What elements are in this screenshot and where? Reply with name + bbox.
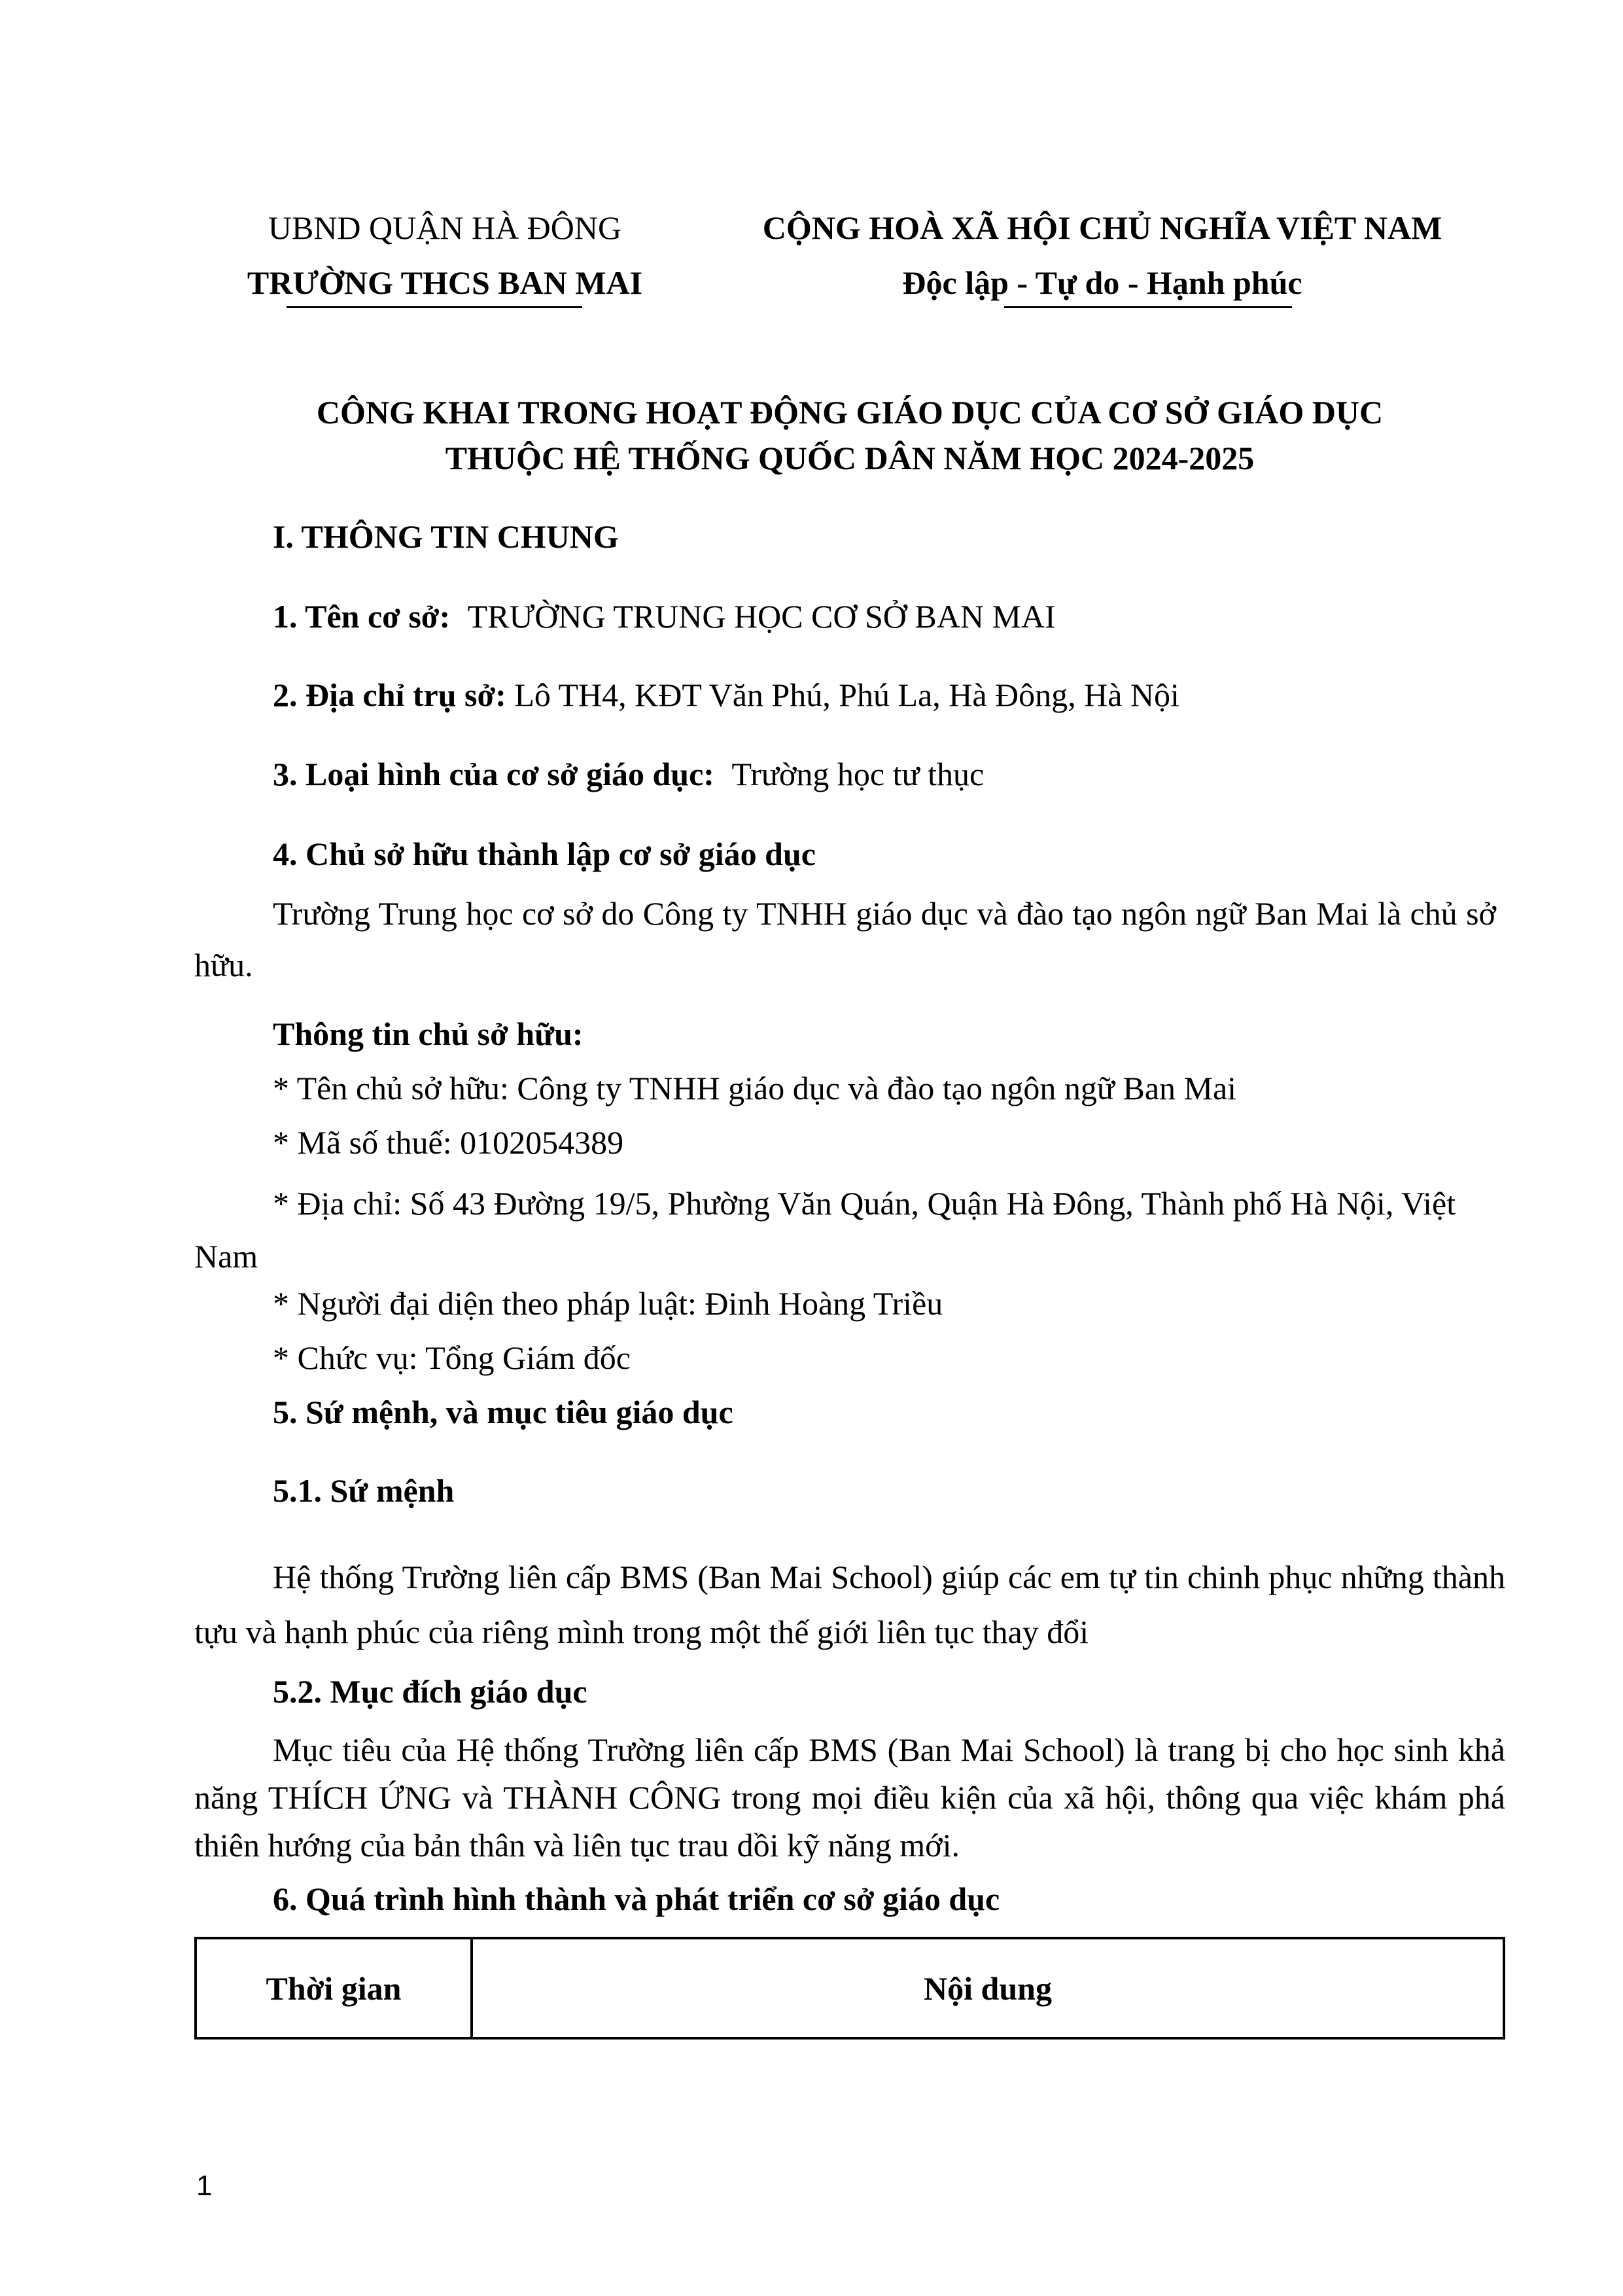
item-2-label: 2. Địa chỉ trụ sở: [273, 677, 506, 713]
column-header-content: Nội dung [472, 1938, 1504, 2038]
header-motto: Độc lập - Tự do - Hạnh phúc [902, 264, 1302, 301]
header-authority: UBND QUẬN HÀ ĐÔNG [268, 209, 622, 246]
owner-position: * Chức vụ: Tổng Giám đốc [273, 1339, 631, 1376]
item-1-facility-name [273, 597, 1056, 636]
owner-info-heading: Thông tin chủ sở hữu: [273, 1016, 584, 1052]
document-title-line1: CÔNG KHAI TRONG HOẠT ĐỘNG GIÁO DỤC CỦA CƠ SỞ GIÁO DỤC [316, 394, 1384, 431]
item-5-1-heading: 5.1. Sứ mệnh [273, 1472, 455, 1509]
item-2-address [273, 675, 1179, 715]
header-right-underline [1004, 306, 1292, 308]
history-table [194, 1937, 1505, 2040]
item-3-label: 3. Loại hình của cơ sở giáo dục: [273, 756, 714, 792]
item-5-2-text: Mục tiêu của Hệ thống Trường liên cấp BMS (Ban Mai School) là trang bị cho học sinh khả năng THÍCH ỨNG và THÀNH CÔNG trong mọi điều kiện của xã hội, thông qua việc khám phá thiên hướng của bản thân và liên tục trau dồi kỹ năng mới. [194, 1731, 1505, 1863]
section-heading: I. THÔNG TIN CHUNG [273, 518, 619, 555]
header-school-name: TRƯỜNG THCS BAN MAI [247, 264, 643, 301]
item-3-value: Trường học tư thục [731, 756, 985, 792]
item-5-heading: 5. Sứ mệnh, và mục tiêu giáo dục [273, 1394, 733, 1430]
item-3-type [273, 754, 984, 794]
owner-address: * Địa chỉ: Số 43 Đường 19/5, Phường Văn Quán, Quận Hà Đông, Thành phố Hà Nội, Việt Nam [194, 1185, 1456, 1275]
page-number: 1 [196, 2170, 213, 2202]
header-left-underline [287, 306, 582, 308]
owner-name: * Tên chủ sở hữu: Công ty TNHH giáo dục và đào tạo ngôn ngữ Ban Mai [273, 1070, 1237, 1106]
owner-tax-code: * Mã số thuế: 0102054389 [273, 1124, 624, 1161]
item-4-text: Trường Trung học cơ sở do Công ty TNHH giáo dục và đào tạo ngôn ngữ Ban Mai là chủ sở hữu. [194, 895, 1496, 983]
item-1-value: TRƯỜNG TRUNG HỌC CƠ SỞ BAN MAI [467, 598, 1056, 635]
item-5-2-heading: 5.2. Mục đích giáo dục [273, 1673, 587, 1710]
header-national-title: CỘNG HOÀ XÃ HỘI CHỦ NGHĨA VIỆT NAM [762, 209, 1442, 246]
item-4-heading: 4. Chủ sở hữu thành lập cơ sở giáo dục [273, 836, 816, 872]
column-header-time: Thời gian [196, 1938, 472, 2038]
item-1-label: 1. Tên cơ sở: [273, 598, 451, 635]
table-header-row [196, 1938, 1504, 2038]
item-5-1-text: Hệ thống Trường liên cấp BMS (Ban Mai School) giúp các em tự tin chinh phục những thành tựu và hạnh phúc của riêng mình trong một thế giới liên tục thay đổi [194, 1559, 1505, 1650]
item-6-heading: 6. Quá trình hình thành và phát triển cơ sở giáo dục [273, 1881, 1000, 1917]
item-2-value: Lô TH4, KĐT Văn Phú, Phú La, Hà Đông, Hà Nội [514, 677, 1179, 713]
owner-legal-representative: * Người đại diện theo pháp luật: Đinh Hoàng Triều [273, 1285, 943, 1322]
document-title-line2: THUỘC HỆ THỐNG QUỐC DÂN NĂM HỌC 2024-2025 [445, 440, 1255, 476]
